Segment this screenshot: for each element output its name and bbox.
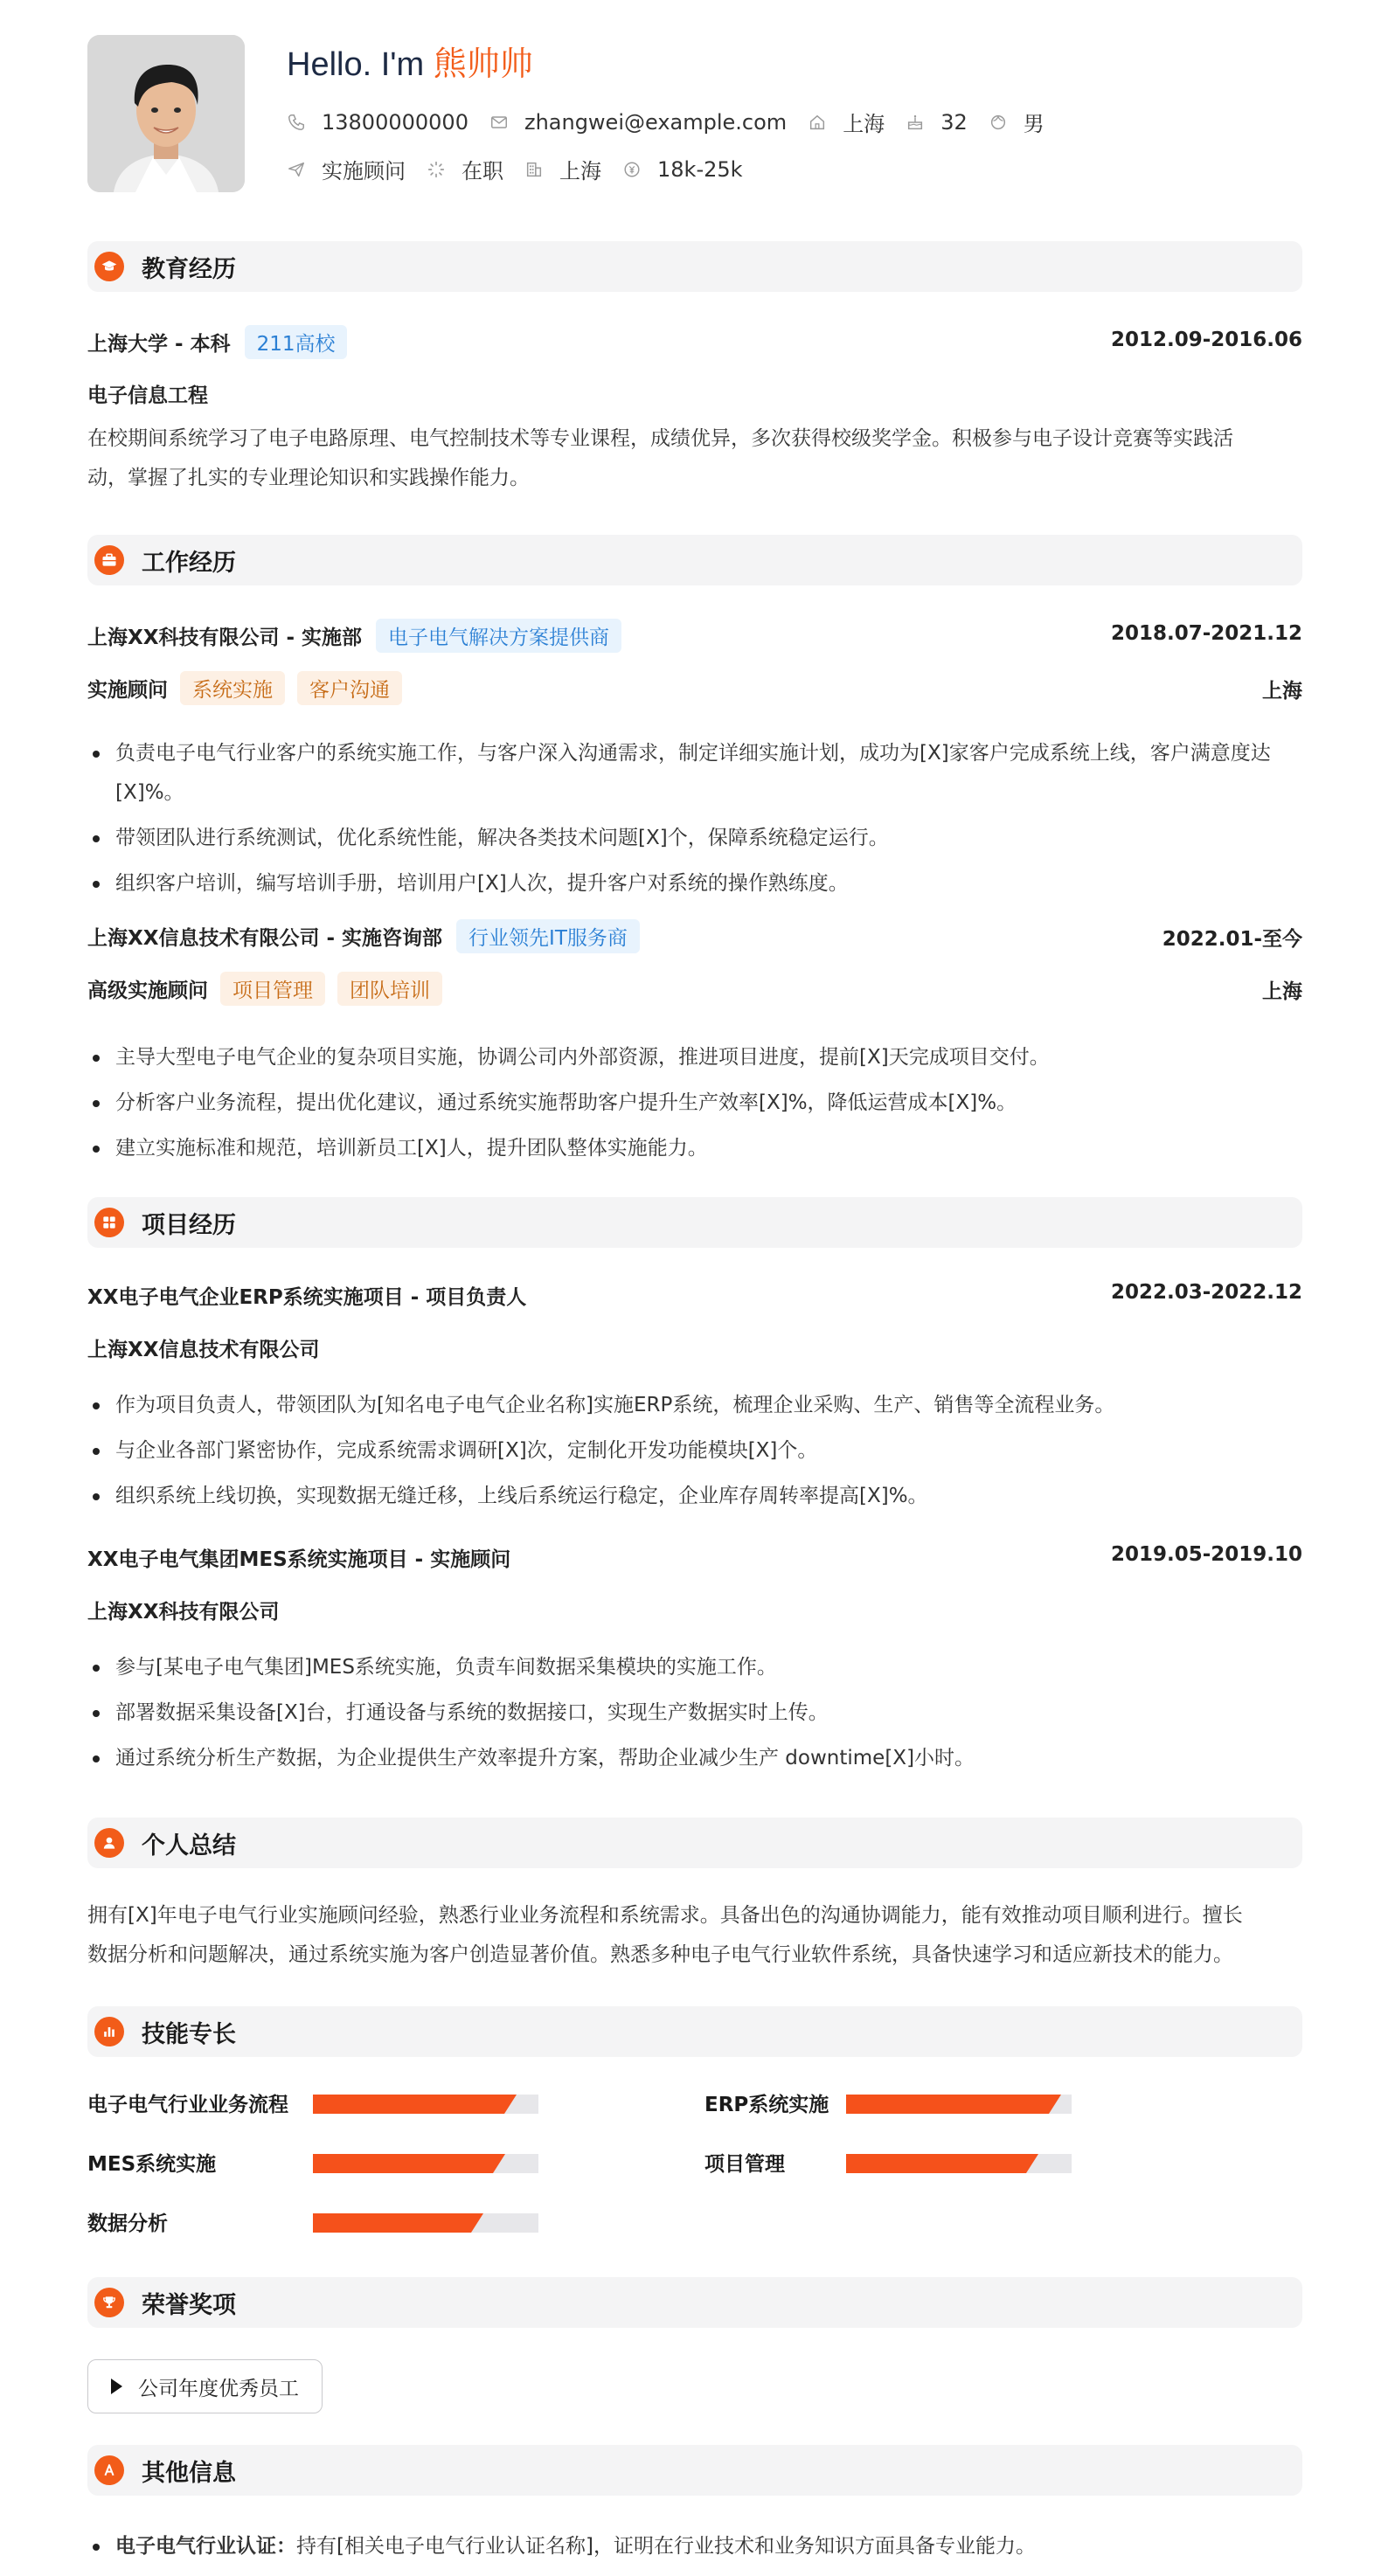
others-item-label: 电子电气行业认证： — [115, 2535, 296, 2558]
education-desc-line: 在校期间系统学习了电子电路原理、电气控制技术等专业课程，成绩优异，多次获得校级奖学金。积极参与电子设计竞赛等实践活 — [87, 427, 1233, 450]
award-text: 公司年度优秀员工 — [138, 2377, 299, 2400]
contact-row — [287, 107, 1065, 137]
skill-bar — [846, 2095, 1072, 2114]
awards-section-header — [87, 2277, 1302, 2328]
award-chip — [87, 2359, 323, 2413]
gender-text: 男 — [1023, 112, 1044, 136]
bar-chart-icon — [94, 2017, 124, 2046]
job-bullets — [87, 734, 1302, 910]
job-role — [87, 671, 402, 705]
list-item: 组织系统上线切换，实现数据无缝迁移，上线后系统运行稳定，企业库存周转率提高[X]%。 — [87, 1477, 1302, 1516]
play-triangle-icon — [111, 2379, 122, 2394]
summary-text — [87, 1896, 1302, 1975]
company-tag: 行业领先IT服务商 — [456, 919, 640, 953]
list-item: 主导大型电子电气企业的复杂项目实施，协调公司内外部资源，推进项目进度，提前[X]天完成项目交付。 — [87, 1038, 1302, 1077]
list-item: 与企业各部门紧密协作，完成系统需求调研[X]次，定制化开发功能模块[X]个。 — [87, 1431, 1302, 1471]
others-section-header — [87, 2445, 1302, 2496]
role-tag: 客户沟通 — [297, 671, 402, 705]
salary-coin-icon — [622, 160, 642, 179]
skill-bar — [846, 2154, 1072, 2173]
briefcase-icon — [94, 545, 124, 575]
skill-name: 数据分析 — [87, 2212, 168, 2235]
education-school — [87, 325, 347, 359]
status-text: 在职 — [462, 159, 503, 184]
email-item — [489, 110, 787, 135]
skill-name: 电子电气行业业务流程 — [87, 2094, 288, 2116]
user-icon — [94, 1828, 124, 1858]
projects-title: 项目经历 — [142, 1211, 236, 1239]
skill-bar-fill — [313, 2154, 493, 2173]
position-text: 实施顾问 — [322, 159, 406, 184]
job-intent-row — [287, 154, 764, 184]
list-item: 建立实施标准和规范，培训新员工[X]人，提升团队整体实施能力。 — [87, 1129, 1302, 1168]
avatar — [87, 35, 245, 192]
project-company: 上海XX信息技术有限公司 — [87, 1339, 320, 1361]
cake-icon — [906, 113, 925, 132]
list-item: 组织客户培训，编写培训手册，培训用户[X]人次，提升客户对系统的操作熟练度。 — [87, 864, 1302, 904]
others-list — [87, 2527, 1302, 2573]
info-a-icon — [94, 2455, 124, 2485]
city-text: 上海 — [843, 112, 885, 136]
city-item — [808, 107, 885, 137]
summary-title: 个人总结 — [142, 1832, 236, 1859]
skill-bar — [313, 2213, 538, 2233]
education-period: 2012.09-2016.06 — [1110, 329, 1302, 351]
list-item — [87, 2527, 1302, 2566]
work-section-header — [87, 535, 1302, 585]
graduation-cap-icon — [94, 252, 124, 281]
phone-number: 13800000000 — [322, 109, 468, 135]
list-item: 带领团队进行系统测试，优化系统性能，解决各类技术问题[X]个，保障系统稳定运行。 — [87, 819, 1302, 858]
age-item — [906, 110, 968, 135]
job-bullets — [87, 1038, 1302, 1174]
list-item: 作为项目负责人，带领团队为[知名电子电气企业名称]实施ERP系统，梳理企业采购、生产、销售等全流程业务。 — [87, 1386, 1302, 1425]
salary-text: 18k-25k — [657, 156, 743, 182]
skill-bar-fill — [313, 2095, 504, 2114]
school-tag: 211高校 — [245, 325, 348, 359]
position-item — [287, 154, 406, 184]
role-name: 实施顾问 — [87, 679, 168, 702]
education-major: 电子信息工程 — [87, 384, 208, 407]
job-location: 上海 — [1262, 980, 1302, 1003]
status-item — [427, 154, 503, 184]
phone-item — [287, 110, 468, 135]
resume-header — [87, 35, 1302, 192]
job-period: 2022.01-至今 — [1162, 928, 1302, 951]
email-address: zhangwei@example.com — [524, 109, 788, 135]
avatar-portrait-image — [87, 35, 245, 192]
company-name: 上海XX信息技术有限公司 - 实施咨询部 — [87, 927, 443, 950]
job-company — [87, 919, 640, 953]
education-section-header — [87, 241, 1302, 292]
job-company — [87, 619, 621, 653]
role-tag: 系统实施 — [180, 671, 285, 705]
skill-bar — [313, 2154, 538, 2173]
summary-line: 数据分析和问题解决，通过系统实施为客户创造显著价值。熟悉多种电子电气行业软件系统，具备快速学习和适应新技术的能力。 — [87, 1943, 1233, 1966]
greeting-text: Hello. I'm — [287, 46, 434, 83]
person-gender-icon — [989, 113, 1008, 132]
others-title: 其他信息 — [142, 2459, 236, 2487]
mail-icon — [489, 113, 509, 132]
loading-status-icon — [427, 160, 446, 179]
trophy-icon — [94, 2288, 124, 2317]
list-item: 负责电子电气行业客户的系统实施工作，与客户深入沟通需求，制定详细实施计划，成功为[X]家客户完成系统上线，客户满意度达[X]%。 — [87, 734, 1302, 813]
list-item: 通过系统分析生产数据，为企业提供生产效率提升方案，帮助企业减少生产 downtime[X]小时。 — [87, 1739, 1302, 1778]
skill-name: MES系统实施 — [87, 2153, 217, 2176]
project-name: XX电子电气集团MES系统实施项目 - 实施顾问 — [87, 1548, 511, 1571]
project-bullets — [87, 1386, 1302, 1522]
age-text: 32 — [940, 109, 968, 135]
work-title: 工作经历 — [142, 549, 236, 577]
projects-section-header — [87, 1197, 1302, 1248]
project-period: 2019.05-2019.10 — [1110, 1543, 1302, 1566]
salary-item — [622, 157, 743, 182]
job-period: 2018.07-2021.12 — [1110, 622, 1302, 645]
greeting-title — [287, 37, 533, 85]
project-period: 2022.03-2022.12 — [1110, 1281, 1302, 1304]
awards-title: 荣誉奖项 — [142, 2291, 236, 2319]
resume-page — [87, 35, 1302, 2558]
phone-icon — [287, 113, 306, 132]
summary-line: 拥有[X]年电子电气行业实施顾问经验，熟悉行业业务流程和系统需求。具备出色的沟通协调能力，能有效推动项目顺利进行。擅长 — [87, 1904, 1243, 1927]
skill-bar — [313, 2095, 538, 2114]
role-tag: 项目管理 — [220, 972, 325, 1006]
company-tag: 电子电气解决方案提供商 — [376, 619, 621, 653]
list-item: 部署数据采集设备[X]台，打通设备与系统的数据接口，实现生产数据实时上传。 — [87, 1693, 1302, 1733]
others-item-text: 持有[相关电子电气行业认证名称]，证明在行业技术和业务知识方面具备专业能力。 — [296, 2535, 1036, 2558]
company-name: 上海XX科技有限公司 - 实施部 — [87, 627, 363, 649]
list-item: 参与[某电子电气集团]MES系统实施，负责车间数据采集模块的实施工作。 — [87, 1648, 1302, 1687]
education-desc-line: 动，掌握了扎实的专业理论知识和实践操作能力。 — [87, 467, 530, 489]
list-item: 分析客户业务流程，提出优化建议，通过系统实施帮助客户提升生产效率[X]%，降低运营成本[X]%。 — [87, 1084, 1302, 1123]
grid-apps-icon — [94, 1208, 124, 1237]
target-city-item — [524, 154, 601, 184]
skill-bar-fill — [313, 2213, 471, 2233]
paper-plane-icon — [287, 160, 306, 179]
skills-section-header — [87, 2006, 1302, 2057]
project-company: 上海XX科技有限公司 — [87, 1601, 280, 1624]
summary-section-header — [87, 1818, 1302, 1868]
school-name: 上海大学 - 本科 — [87, 333, 231, 356]
job-location: 上海 — [1262, 680, 1302, 703]
candidate-name: 熊帅帅 — [433, 46, 533, 83]
education-description — [87, 419, 1302, 498]
role-name: 高级实施顾问 — [87, 980, 208, 1002]
skill-bar-fill — [846, 2154, 1026, 2173]
target-city-text: 上海 — [559, 159, 601, 184]
skills-title: 技能专长 — [142, 2020, 236, 2048]
role-tag: 团队培训 — [337, 972, 442, 1006]
home-icon — [808, 113, 827, 132]
gender-item — [989, 107, 1044, 137]
education-title: 教育经历 — [142, 255, 236, 283]
skill-name: ERP系统实施 — [704, 2094, 829, 2116]
building-icon — [524, 160, 544, 179]
skill-name: 项目管理 — [704, 2153, 785, 2176]
skill-bar-fill — [846, 2095, 1049, 2114]
job-role — [87, 972, 442, 1006]
project-name: XX电子电气企业ERP系统实施项目 - 项目负责人 — [87, 1286, 527, 1309]
project-bullets — [87, 1648, 1302, 1784]
